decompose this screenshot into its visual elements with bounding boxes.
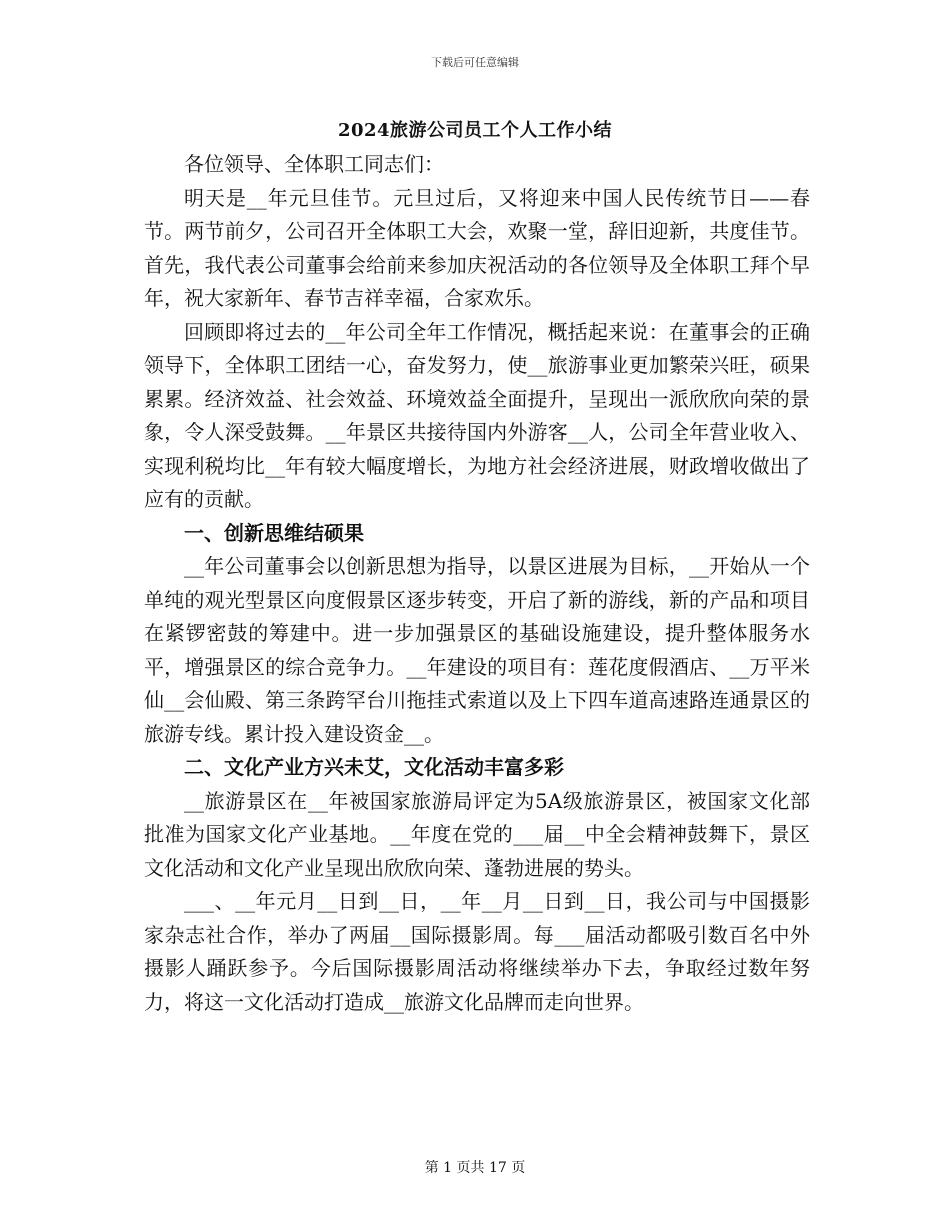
document-body xyxy=(144,148,810,1019)
section-heading: 一、创新思维结硕果 xyxy=(184,520,364,545)
page-header: 下载后可任意编辑 xyxy=(431,56,519,69)
paragraph: 明天是__年元旦佳节。元旦过后，又将迎来中国人民传统节日——春节。两节前夕，公司召开全体职工大会，欢聚一堂，辞旧迎新，共度佳节。首先，我代表公司董事会给前来参加庆祝活动的各位领导及全体职工拜个早年，祝大家新年、春节吉祥幸福，合家欢乐。 xyxy=(144,185,810,310)
page-footer: 第 1 页共 17 页 xyxy=(424,1160,526,1176)
paragraph: ___、__年元月__日到__日，__年__月__日到__日，我公司与中国摄影家杂志社合作，举办了两届__国际摄影周。每___届活动都吸引数百名中外摄影人踊跃参予。今后国际摄影周活动将继续举办下去，争取经过数年努力，将这一文化活动打造成__旅游文化品牌而走向世界。 xyxy=(144,889,810,1014)
document-title: 2024旅游公司员工个人工作小结 xyxy=(337,120,613,141)
section-heading: 二、文化产业方兴未艾，文化活动丰富多彩 xyxy=(184,755,564,779)
paragraph: 回顾即将过去的__年公司全年工作情况，概括起来说：在董事会的正确领导下，全体职工团结一心，奋发努力，使__旅游事业更加繁荣兴旺，硕果累累。经济效益、社会效益、环境效益全面提升，呈现出一派欣欣向荣的景象，令人深受鼓舞。__年景区共接待国内外游客__人，公司全年营业收入、实现利税均比__年有较大幅度增长，为地方社会经济进展，财政增收做出了应有的贡献。 xyxy=(144,319,810,511)
paragraph: __旅游景区在__年被国家旅游局评定为5A级旅游景区，被国家文化部批准为国家文化产业基地。__年度在党的___届__中全会精神鼓舞下，景区文化活动和文化产业呈现出欣欣向荣、蓬勃进展的势头。 xyxy=(144,788,810,880)
salutation: 各位领导、全体职工同志们： xyxy=(184,152,444,176)
paragraph: __年公司董事会以创新思想为指导，以景区进展为目标，__开始从一个单纯的观光型景区向度假景区逐步转变，开启了新的游线，新的产品和项目在紧锣密鼓的筹建中。进一步加强景区的基础设施建设，提升整体服务水平，增强景区的综合竞争力。__年建设的项目有：莲花度假酒店、__万平米仙__会仙殿、第三条跨罕台川拖挂式索道以及上下四车道高速路连通景区的旅游专线。累计投入建设资金__。 xyxy=(144,554,810,746)
